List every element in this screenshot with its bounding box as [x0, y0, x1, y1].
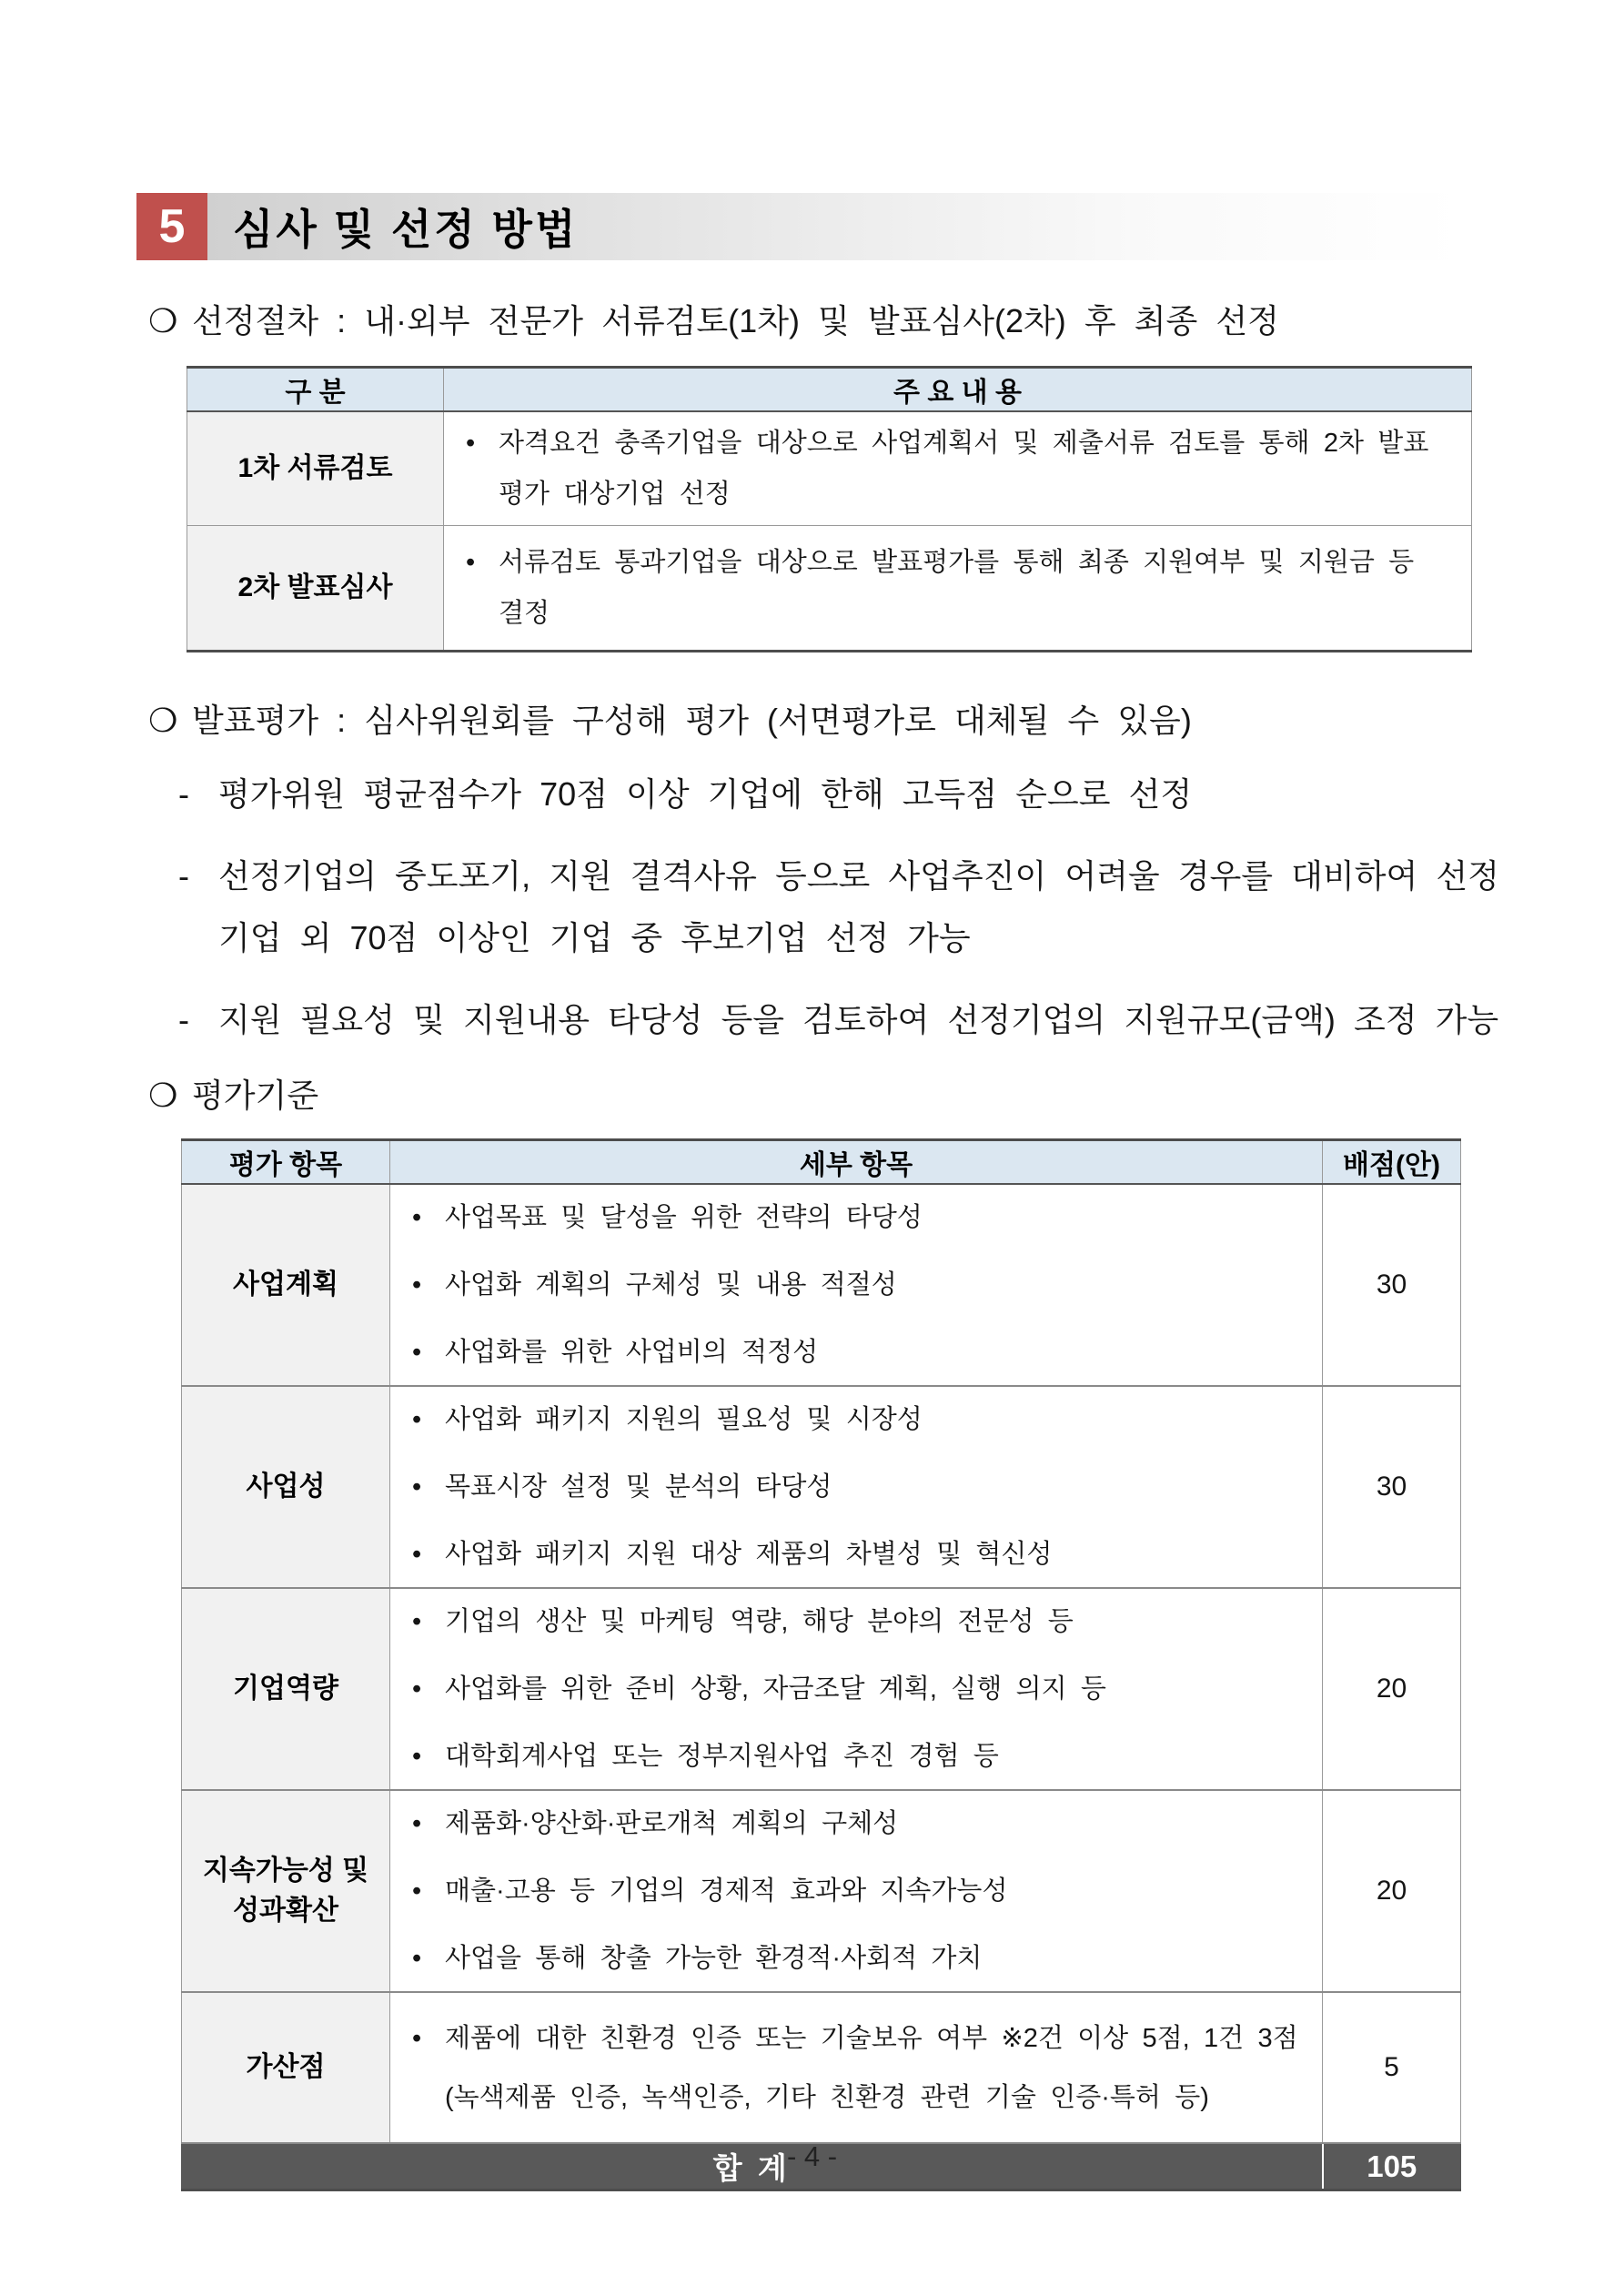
bullet-selection-process [148, 298, 1515, 344]
bullet-selection-process-text: 선정절차 : 내·외부 전문가 서류검토(1차) 및 발표심사(2차) 후 최종 선정 [192, 302, 1279, 339]
bullet-presentation-eval [148, 698, 1515, 743]
dash-bullet-icon: - [178, 857, 189, 895]
dot-bullet-icon: • [412, 1540, 422, 1569]
criteria-category: 지속가능성 및 성과확산 [182, 1790, 390, 1992]
bullet-criteria-heading [148, 1073, 1515, 1118]
section-number-badge: 5 [136, 193, 207, 260]
criteria-header-item: 평가 항목 [182, 1140, 390, 1185]
procedure-table-header-row [187, 368, 1472, 412]
procedure-row-label: 2차 발표심사 [187, 526, 444, 652]
criteria-header-detail: 세부 항목 [390, 1140, 1323, 1185]
criteria-detail-item: • 제품화·양산화·판로개척 계획의 구체성 [412, 1809, 899, 1838]
dot-bullet-icon: • [412, 1876, 422, 1906]
procedure-row-content: • 자격요건 충족기업을 대상으로 사업계획서 및 제출서류 검토를 통해 2차 발표평가 대상기업 선정 [466, 418, 1453, 520]
procedure-table [187, 366, 1472, 652]
bullet-criteria-heading-text: 평가기준 [192, 1077, 319, 1114]
table-row [187, 526, 1472, 652]
circle-bullet-icon: ❍ [148, 302, 178, 339]
criteria-category: 사업계획 [182, 1184, 390, 1386]
table-row [182, 1386, 1461, 1588]
criteria-detail-item: • 대학회계사업 또는 정부지원사업 추진 경험 등 [412, 1742, 999, 1771]
dot-bullet-icon: • [412, 1674, 422, 1704]
criteria-detail-item: • 제품에 대한 친환경 인증 또는 기술보유 여부 ※2건 이상 5점, 1건 3점 [412, 2023, 1298, 2053]
criteria-score: 5 [1323, 1992, 1461, 2143]
dot-bullet-icon: • [466, 548, 476, 577]
procedure-header-category: 구 분 [187, 368, 444, 412]
criteria-detail-item: • 사업을 통해 창출 가능한 환경적·사회적 가치 [412, 1944, 983, 1973]
criteria-table-header-row [182, 1140, 1461, 1185]
criteria-score: 20 [1323, 1588, 1461, 1790]
criteria-detail-item: • 사업화 패키지 지원의 필요성 및 시장성 [412, 1405, 923, 1434]
criteria-header-score: 배점(안) [1323, 1140, 1461, 1185]
circle-bullet-icon: ❍ [148, 702, 178, 739]
criteria-detail-item: • 사업목표 및 달성을 위한 전략의 타당성 [412, 1203, 923, 1232]
table-row [182, 1992, 1461, 2143]
dot-bullet-icon: • [412, 2023, 422, 2053]
section-title: 심사 및 선정 방법 [233, 206, 579, 253]
dot-bullet-icon: • [412, 1405, 422, 1434]
page-number: - 4 - [786, 2140, 838, 2172]
criteria-detail-item: • 사업화 패키지 지원 대상 제품의 차별성 및 혁신성 [412, 1540, 1053, 1569]
criteria-score: 30 [1323, 1386, 1461, 1588]
criteria-category: 가산점 [182, 1992, 390, 2143]
dot-bullet-icon: • [412, 1607, 422, 1636]
procedure-row-content: • 서류검토 통과기업을 대상으로 발표평가를 통해 최종 지원여부 및 지원금 등 결정 [466, 537, 1453, 639]
criteria-detail-item: • 사업화 계획의 구체성 및 내용 적절성 [412, 1270, 897, 1300]
dash-bullet-icon: - [178, 1001, 189, 1038]
circle-bullet-icon: ❍ [148, 1077, 178, 1114]
dash-bullet-icon: - [178, 775, 189, 813]
table-row [182, 1790, 1461, 1992]
sub-bullet-backup-company: - 선정기업의 중도포기, 지원 결격사유 등으로 사업추진이 어려울 경우를 대비하여 선정 기업 외 70점 이상인 기업 중 후보기업 선정 가능 [178, 845, 1515, 969]
criteria-category: 사업성 [182, 1386, 390, 1588]
sub-bullet-score-threshold: - 평가위원 평균점수가 70점 이상 기업에 한해 고득점 순으로 선정 [178, 764, 1515, 825]
procedure-header-content: 주 요 내 용 [444, 368, 1472, 412]
table-row [182, 1184, 1461, 1386]
dot-bullet-icon: • [412, 1742, 422, 1771]
criteria-detail-item: • 기업의 생산 및 마케팅 역량, 해당 분야의 전문성 등 [412, 1607, 1074, 1636]
dot-bullet-icon: • [466, 429, 476, 458]
dot-bullet-icon: • [412, 1270, 422, 1300]
section-header [136, 193, 1463, 260]
table-row [187, 411, 1472, 526]
dot-bullet-icon: • [412, 1944, 422, 1973]
criteria-score: 30 [1323, 1184, 1461, 1386]
dot-bullet-icon: • [412, 1472, 422, 1502]
criteria-detail-note: (녹색제품 인증, 녹색인증, 기타 친환경 관련 기술 인증·특허 등) [445, 2082, 1209, 2112]
criteria-category: 기업역량 [182, 1588, 390, 1790]
dot-bullet-icon: • [412, 1338, 422, 1367]
criteria-total-score: 105 [1323, 2143, 1461, 2190]
criteria-total-label: 합 계 [182, 2143, 1323, 2190]
criteria-table [181, 1138, 1461, 2191]
criteria-detail-item: • 매출·고용 등 기업의 경제적 효과와 지속가능성 [412, 1876, 1008, 1906]
criteria-detail-item: • 사업화를 위한 사업비의 적정성 [412, 1338, 819, 1367]
procedure-row-label: 1차 서류검토 [187, 411, 444, 526]
criteria-score: 20 [1323, 1790, 1461, 1992]
dot-bullet-icon: • [412, 1809, 422, 1838]
sub-bullet-support-adjust: - 지원 필요성 및 지원내용 타당성 등을 검토하여 선정기업의 지원규모(금액) 조정 가능 [178, 989, 1515, 1051]
table-row [182, 1588, 1461, 1790]
dot-bullet-icon: • [412, 1203, 422, 1232]
bullet-presentation-eval-text: 발표평가 : 심사위원회를 구성해 평가 (서면평가로 대체될 수 있음) [192, 702, 1192, 739]
criteria-detail-item: • 목표시장 설정 및 분석의 타당성 [412, 1472, 832, 1502]
criteria-detail-item: • 사업화를 위한 준비 상황, 자금조달 계획, 실행 의지 등 [412, 1674, 1106, 1704]
